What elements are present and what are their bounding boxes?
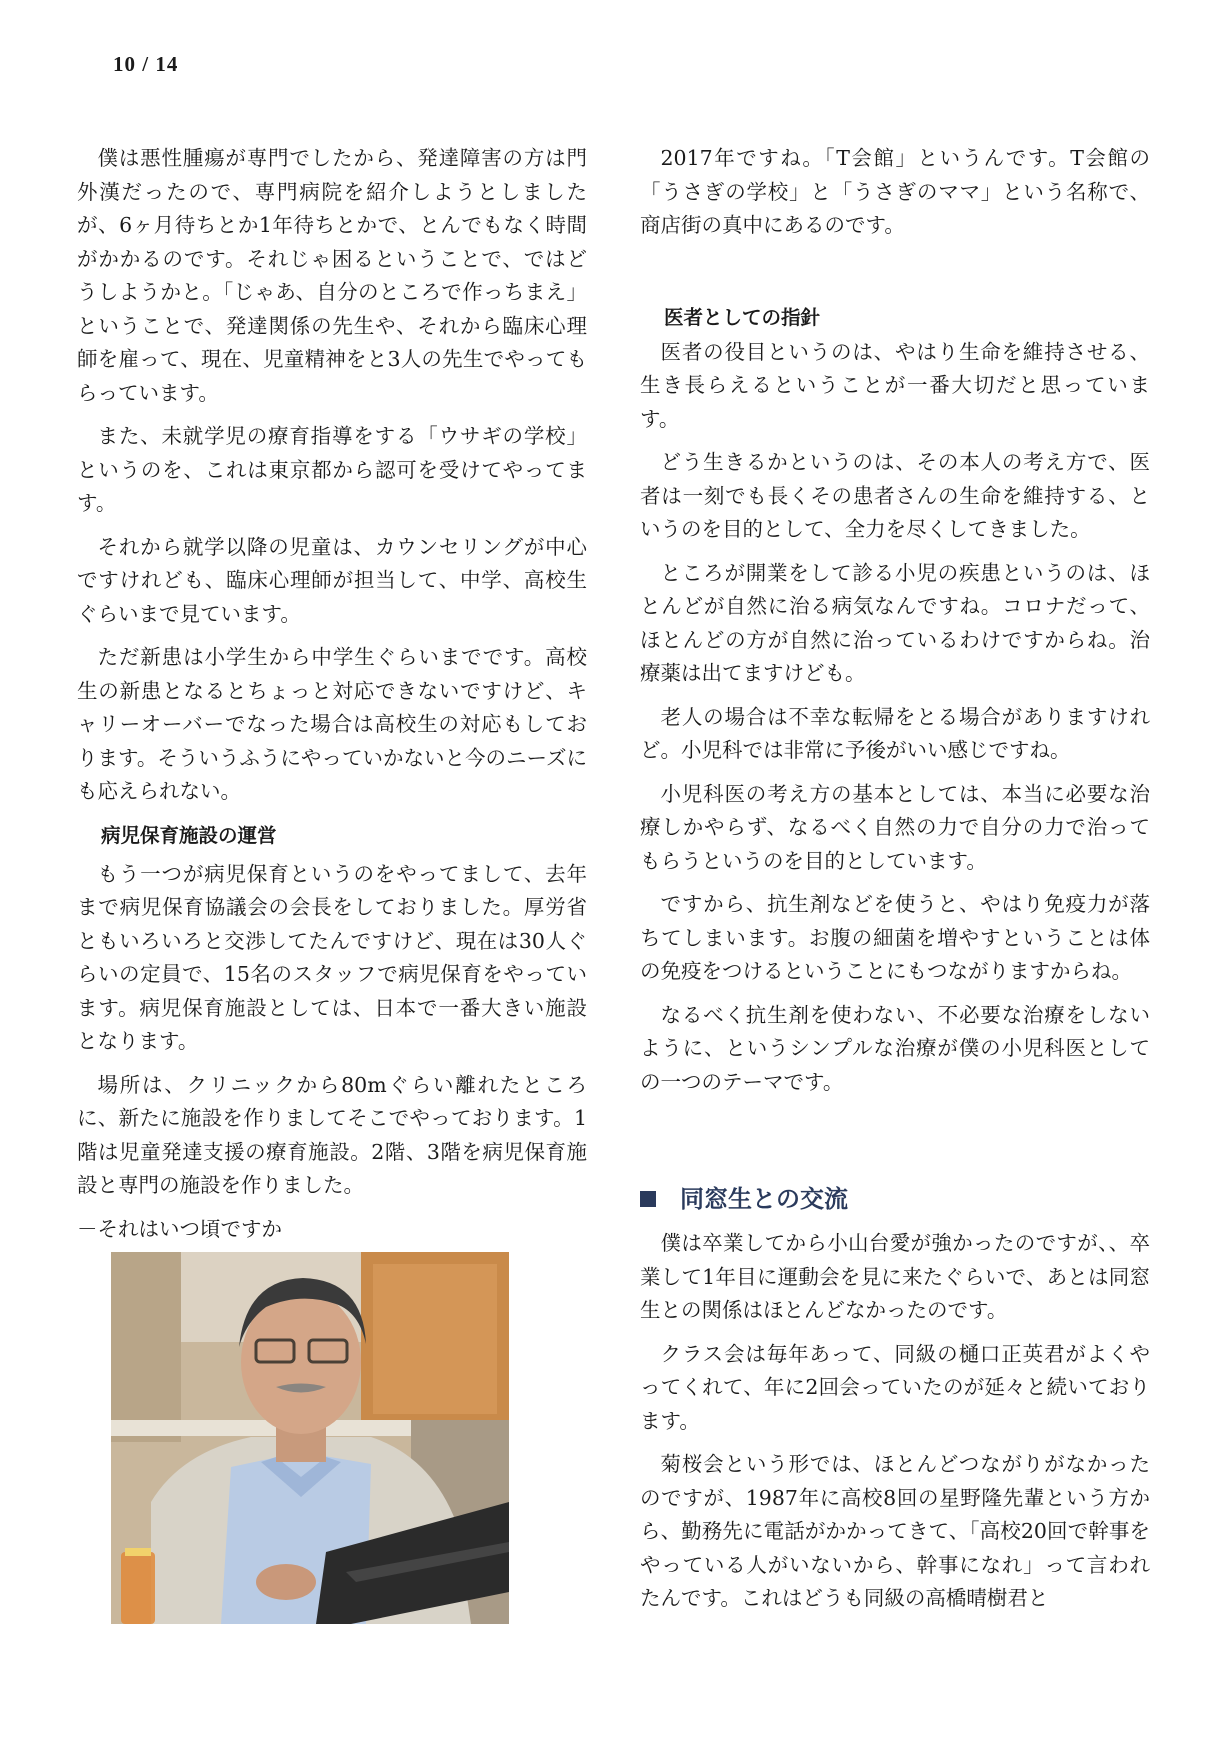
section-heading: [640, 1179, 1150, 1219]
paragraph: 老人の場合は不幸な転帰をとる場合がありますけれど。小児科では非常に予後がいい感じですね。: [640, 704, 1150, 762]
square-bullet-icon: [640, 1191, 656, 1207]
paragraph: 医者の役目というのは、やはり生命を維持させる、生き長らえるということが一番大切だと思っています。: [640, 339, 1150, 431]
left-column: [77, 142, 587, 1624]
paragraph: 2017年ですね。「T会館」というんです。T会館の「うさぎの学校」と「うさぎのママ」という名称で、商店街の真中にあるのです。: [640, 146, 1150, 237]
paragraph: 菊桜会という形では、ほとんどつながりがなかったのですが、1987年に高校8回の星野隆先輩という方から、勤務先に電話がかかってきて、「高校20回で幹事をやっている人がいないから、幹事になれ」って言われたんです。これはどうも同級の高橋晴樹君と: [640, 1452, 1150, 1610]
interview-photo: [111, 1252, 509, 1624]
paragraph: ただ新患は小学生から中学生ぐらいまでです。高校生の新患となるとちょっと対応できないですけど、キャリーオーバーでなった場合は高校生の対応もしております。そういうふうにやっていかないと今のニーズにも応えられない。: [77, 645, 587, 803]
paragraph: 場所は、クリニックから80mぐらい離れたところに、新たに施設を作りましてそこでやっております。1階は児童発達支援の療育施設。2階、3階を病児保育施設と専門の施設を作りました。: [77, 1072, 587, 1197]
interview-question: －それはいつ頃ですか: [77, 1216, 282, 1241]
paragraph: それから就学以降の児童は、カウンセリングが中心ですけれども、臨床心理師が担当して、中学、高校生ぐらいまで見ています。: [77, 534, 587, 626]
paragraph: 小児科医の考え方の基本としては、本当に必要な治療しかやらず、なるべく自然の力で自分の力で治ってもらうというのを目的としています。: [640, 781, 1150, 873]
paragraph: もう一つが病児保育というのをやってまして、去年まで病児保育協議会の会長をしておりました。厚労省ともいろいろと交渉してたんですけど、現在は30人ぐらいの定員で、15名のスタッフで病児保育をやっています。病児保育施設としては、日本で一番大きい施設となります。: [77, 861, 587, 1053]
paragraph: なるべく抗生剤を使わない、不必要な治療をしないように、というシンプルな治療が僕の小児科医としての一つのテーマです。: [640, 1002, 1150, 1094]
paragraph: また、未就学児の療育指導をする「ウサギの学校」というのを、これは東京都から認可を受けてやってます。: [77, 424, 587, 515]
right-column: [640, 142, 1150, 1626]
paragraph: 僕は悪性腫瘍が専門でしたから、発達障害の方は門外漢だったので、専門病院を紹介しようとしましたが、6ヶ月待ちとか1年待ちとかで、とんでもなく時間がかかるのです。それじゃ困るということで、ではどうしようかと。「じゃあ、自分のところで作っちまえ」ということで、発達関係の先生や、それから臨床心理師を雇って、現在、児童精神をと3人の先生でやってもらっています。: [77, 146, 587, 405]
section-heading-label: 同窓生との交流: [680, 1185, 848, 1213]
paragraph: どう生きるかというのは、その本人の考え方で、医者は一刻でも長くその患者さんの生命を維持する、というのを目的として、全力を尽くしてきました。: [640, 450, 1150, 541]
paragraph: ところが開業をして診る小児の疾患というのは、ほとんどが自然に治る病気なんですね。コロナだって、ほとんどの方が自然に治っているわけですからね。治療薬は出てますけども。: [640, 560, 1150, 685]
paragraph: 僕は卒業してから小山台愛が強かったのですが、、卒業して1年目に運動会を見に来たぐらいで、あとは同窓生との関係はほとんどなかったのです。: [640, 1231, 1150, 1322]
paragraph: クラス会は毎年あって、同級の樋口正英君がよくやってくれて、年に2回会っていたのが延々と続いております。: [640, 1341, 1150, 1433]
sub-heading: 病児保育施設の運営: [101, 823, 277, 847]
paragraph: ですから、抗生剤などを使うと、やはり免疫力が落ちてしまいます。お腹の細菌を増やすということは体の免疫をつけるということにもつながりますからね。: [640, 892, 1150, 983]
page-number: 10 / 14: [113, 52, 179, 76]
sub-heading: 医者としての指針: [664, 305, 821, 329]
